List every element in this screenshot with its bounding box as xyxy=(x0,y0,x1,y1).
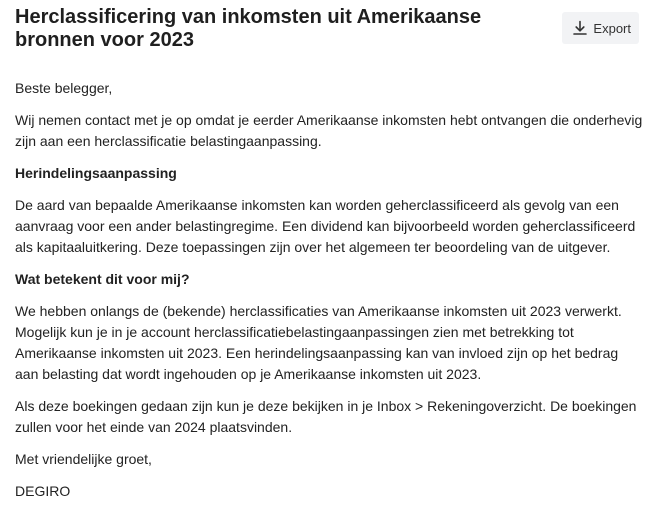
what-it-means-paragraph: We hebben onlangs de (bekende) herclassificaties van Amerikaanse inkomsten uit 2023 verwerkt. Mogelijk kun je in je account herclassificatiebelastingaanpassingen zien met betrekking tot Amerikaanse inkomsten uit 2023. Een herindelingsaanpassing kan van invloed zijn op het bedrag aan belasting dat wordt ingehouden op je Amerikaanse inkomsten uit 2023. xyxy=(15,303,622,382)
bookings-paragraph: Als deze boekingen gedaan zijn kun je deze bekijken in je Inbox > Rekeningoverzicht. De boekingen zullen voor het einde van 2024 plaatsvinden. xyxy=(15,398,637,435)
signature: DEGIRO xyxy=(15,483,71,499)
download-icon xyxy=(572,20,588,36)
page-title: Herclassificering van inkomsten uit Amerikaanse bronnen voor 2023 xyxy=(15,6,482,51)
greeting: Beste belegger, xyxy=(15,80,113,96)
closing: Met vriendelijke groet, xyxy=(15,451,152,467)
message-body xyxy=(15,78,645,513)
export-label: Export xyxy=(593,20,631,36)
export-button[interactable] xyxy=(562,12,639,44)
section-heading-reclassification: Herindelingsaanpassing xyxy=(15,165,177,181)
message-header xyxy=(15,6,560,52)
intro-paragraph: Wij nemen contact met je op omdat je eerder Amerikaanse inkomsten hebt ontvangen die onderhevig zijn aan een herclassificatie belastingaanpassing. xyxy=(15,112,643,149)
reclassification-paragraph: De aard van bepaalde Amerikaanse inkomsten kan worden geherclassificeerd als gevolg van een aanvraag voor een ander belastingregime. Een dividend kan bijvoorbeeld worden geherclassificeerd als kapitaaluitkering. Deze toepassingen zijn over het algemeen ter beoordeling van de uitgever. xyxy=(15,197,636,255)
section-heading-what-it-means: Wat betekent dit voor mij? xyxy=(15,271,190,287)
